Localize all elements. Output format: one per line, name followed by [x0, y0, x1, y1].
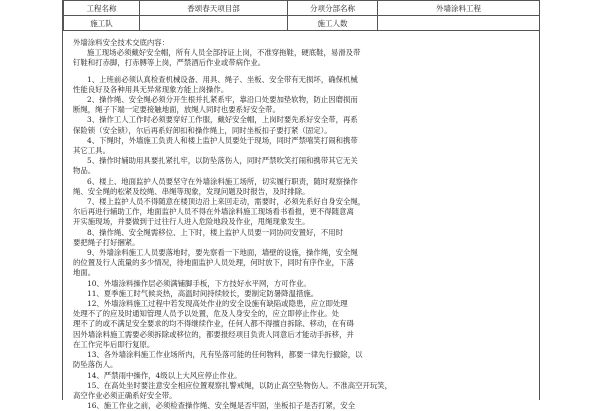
- document-line: 16、施工作业之前，必须检查操作绳、安全绳是否牢固，坐板扣子是否打紧，安全: [87, 401, 356, 411]
- document-line: 施工现场必须戴好安全帽，所有人员全部持证上岗，不准穿拖鞋，硬底鞋，易滑及带: [87, 48, 361, 58]
- document-line: 要把绳子打好捆紧。: [73, 237, 140, 247]
- subproject-value: 外墙涂料工程: [378, 1, 540, 16]
- document-line: 物品。: [73, 166, 96, 176]
- document-line: 处理不了的应及时通知管理人员予以处置，危及人身安全的，应立即停止作业。处: [73, 309, 340, 319]
- project-label: 工程名称: [64, 1, 140, 16]
- document-line: 钉鞋和打赤脚，打赤膊等上岗，严禁酒后作业或带病作业。: [73, 58, 266, 68]
- document-line: 3、操作工人工作时必须要穿好工作服，戴好安全帽，上岗时要先系好安全带，再系: [87, 115, 358, 125]
- header-row: [64, 1, 540, 16]
- subproject-label: 分项分部名称: [288, 1, 378, 16]
- document-line: 14、严禁雨中操作，4级以上大风应停止作业。: [87, 370, 242, 380]
- document-line: 11、夏季施工时气候炎热，高温时间持续较长，要制定防暑降温措施。: [87, 288, 319, 298]
- content-lines: [73, 48, 529, 411]
- document-line: 理不了的或不满足安全要求的均不得继续作业，任何人都不得擅自拆除、移动，在有碍: [73, 319, 354, 329]
- document-line: 9、外墙涂料施工人员要落地时，要先察看一下地面，墙壁的设施，操作绳，安全绳: [87, 248, 358, 258]
- document-line: 在工作完毕后即行复原。: [73, 339, 155, 349]
- header-table: [63, 0, 540, 31]
- intro-heading: 外墙涂料安全技术交底内容：: [73, 38, 170, 47]
- document-line: 1、上班前必须认真检查机械设备、用具、绳子、坐板、安全带有无损坏，确保机械: [87, 74, 358, 84]
- header-row: [64, 16, 540, 31]
- document-line: 保险锁（安全锁），尔后再系好卸扣和操作绳上，同时坐板扣子要打紧（固定）。: [73, 125, 332, 135]
- team-value: [140, 16, 288, 31]
- document-line: 4、下绳时，外墙施工负责人和楼上监护人员要处于现场，同时严禁嘻笑打闹和携带: [87, 135, 358, 145]
- document-line: 10、外墙涂料操作层必须满铺脚手板，下方技好水平网，方可作业。: [87, 278, 311, 288]
- document-line: 15、在高处坐时要注意安全相应位置观察扎警戒绳，以防止高空坠物伤人。不准高空开玩笑，: [87, 380, 393, 390]
- document-line: 防坠落伤人。: [73, 360, 118, 370]
- document-line: 开实施现场，并要做到于过往行人进入危险地段及作业，甩绳现象发生。: [73, 217, 310, 227]
- document-line: 绳、安全绳的松紧及绞绳、串绳等现象，发现问题及时报告，及时排除。: [73, 186, 310, 196]
- document-line: 6、楼上、地面监护人员要坚守在外墙涂料施工场所，切实履行职责，随时观察操作: [87, 176, 358, 186]
- document-line: 7、楼上监护人员不得随意在楼顶边沿上来回走动，需要时，必须先系好自身安全绳，: [87, 197, 366, 207]
- document-line: 地面。: [73, 268, 96, 278]
- document-sheet: [62, 0, 540, 411]
- document-line: 高空作业必须正确系好安全带。: [73, 390, 177, 400]
- workers-value: [378, 16, 540, 31]
- document-line: 13、各外墙涂料施工作业场所内，凡有坠落可能的任何物料，都要一律先行撤除，以: [87, 350, 363, 360]
- workers-label: 施工人数: [288, 16, 378, 31]
- document-body: [73, 38, 529, 411]
- document-line: 断绳，绳子下端一定要接触地面，放绳人同时也要系好安全带。: [73, 105, 280, 115]
- document-line: 尔后再进行辅助工作，地面监护人员不得在外墙涂料施工现场看书看报，更不得随意离: [73, 207, 354, 217]
- document-line: 因外墙涂料施工需要必须拆除或移位的，都要报经项目负责人同意后才能动手拆移，并: [73, 329, 354, 339]
- document-line: 12、外墙涂料施工过程中若发现高处作业的安全设施有缺陷或隐患，应立即处理: [87, 299, 348, 309]
- document-line: 8、操作绳、安全绳需移位、上下时，楼上监护人员要一同协同安置好，不用时: [87, 227, 343, 237]
- document-line: 5、操作时辅助用具要扎紧扎牢，以防坠落伤人，同时严禁吹笑打闹和携带其它无关: [87, 156, 358, 166]
- document-line: 其它工具。: [73, 146, 110, 156]
- document-line: 性能良好及各种用具无异常现象方能上岗操作。: [73, 84, 229, 94]
- document-line: 的位置及行人流量的多少情况，待地面监护人员处理，何时放下，同时有序作业，下落: [73, 258, 354, 268]
- project-value: 香颂春天项目部: [140, 1, 288, 16]
- team-label: 施工队: [64, 16, 140, 31]
- document-line: 2、操作绳、安全绳必须分开生根并扎紧系牢，靠沿口处要加垫软物，防止因磨损而: [87, 95, 358, 105]
